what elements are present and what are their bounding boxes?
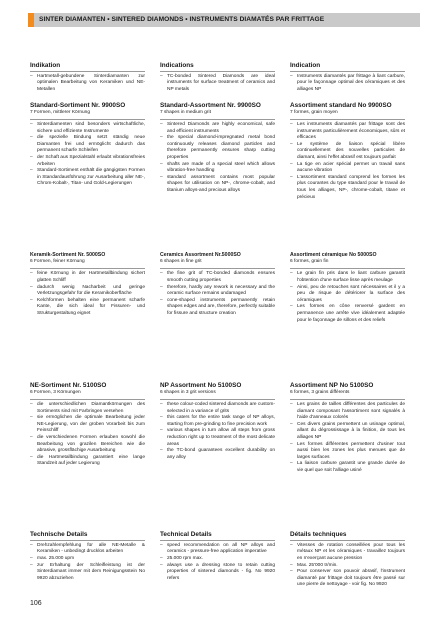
list-item: – feine Körnung in der Hartmetallbindung sichert glatten Schliff bbox=[30, 271, 145, 284]
list-item: – Drehzahlempfehlung für alle NE-Metalle & Keramiken - unbedingt drucklos arbeiten bbox=[30, 543, 145, 556]
list-item: – TC-bonded Sintered Diamonds are ideal instruments for surface treatment of ceramics and NP metals bbox=[160, 74, 275, 94]
divider bbox=[160, 119, 275, 120]
list-item: – Sinterdiamenten sind besonders wirtschaftliche, sichere und effiziente Instrumente bbox=[30, 122, 145, 135]
column-english-ceramics bbox=[160, 252, 275, 318]
list-item: – Ces divers grains permettent un usinage optimal, allant du dégrossissage à la finition, de tous les alliages NP bbox=[290, 422, 405, 442]
column-german-standard bbox=[30, 102, 145, 188]
list-item: – shafts are made of a special steel which allows vibration-free handling bbox=[160, 162, 275, 175]
item-list bbox=[290, 74, 405, 94]
item-list bbox=[160, 271, 275, 317]
page-number: 106 bbox=[30, 600, 42, 607]
item-list bbox=[30, 402, 145, 468]
divider bbox=[160, 399, 275, 400]
section-title: NP Assortment No 5100SO bbox=[160, 382, 242, 389]
list-item: – Kelchformen behalten eine permanent scharfe Kante, die sich ideal für Fissuren- und Strukturgestaltung eignet bbox=[30, 298, 145, 318]
item-list bbox=[290, 402, 405, 475]
list-item: – Ainsi, peu de retouches sont nécessaires et il y a peu de risque de détériorer la surface des céramiques bbox=[290, 285, 405, 305]
divider bbox=[30, 540, 145, 541]
list-item: – Le système de liaison spécial libère continuellement des nouvelles particules de diamant, ainsi l'effet abrasif est toujours parfait bbox=[290, 142, 405, 162]
section-title: Assortiment NP No 5100SO bbox=[290, 382, 374, 389]
list-item: – La tige en acier spécial permet un travail sans aucune vibration bbox=[290, 162, 405, 175]
column-german-keramik bbox=[30, 252, 145, 318]
divider bbox=[290, 119, 405, 120]
section-subtitle: 7 Formen, mittlerer Körnung bbox=[30, 109, 90, 115]
list-item: – Les formes différentes permettent d'usiner tout aussi bien les zones les plus menues que de larges surfaces bbox=[290, 442, 405, 462]
item-list bbox=[160, 543, 275, 583]
list-item: – die spezielle Bindung setzt ständig neue Diamanten frei und ermöglicht dadurch das permanent scharfe Schleifen bbox=[30, 135, 145, 155]
section-title: Détails techniques bbox=[290, 531, 347, 538]
section-title: Technische Details bbox=[30, 531, 88, 538]
item-list bbox=[160, 402, 275, 461]
section-subtitle: 6 shapes in 3 grit versions bbox=[160, 389, 216, 395]
divider bbox=[160, 540, 275, 541]
list-item: – zur Erhaltung der Schleifleistung ist der Sinterdiamant immer mit dem Reinigungsstein No 9920 abzuziehen bbox=[30, 563, 145, 583]
list-item: – therefore, hardly any rework is necessary and the ceramic surface remains undamaged bbox=[160, 285, 275, 298]
list-item: – Le grain fin pris dans le liant carbure garantit l'obtention d'une surface lisse après meulage bbox=[290, 271, 405, 284]
divider bbox=[30, 399, 145, 400]
list-item: – max. 25.000 upm bbox=[30, 556, 145, 563]
list-item: – the fine grit of TC-bonded diamonds ensures smooth cutting properties bbox=[160, 271, 275, 284]
section-title: Ceramics Assortment Nr.5000SO bbox=[160, 252, 241, 258]
divider bbox=[290, 268, 405, 269]
column-german-ne bbox=[30, 382, 145, 468]
list-item: – various shapes in turn allow all steps from gross reduction right up to treatment of the most delicate areas bbox=[160, 428, 275, 448]
list-item: – Sintered Diamonds are highly economical, safe and efficient instruments bbox=[160, 122, 275, 135]
divider bbox=[290, 540, 405, 541]
divider bbox=[30, 268, 145, 269]
column-french-technical bbox=[290, 531, 405, 589]
list-item: – 25.000 rpm max. bbox=[160, 556, 275, 563]
section-title: Assortiment céramique No 5000SO bbox=[290, 252, 377, 258]
section-title: Technical Details bbox=[160, 531, 212, 538]
section-title: Standard-Sortiment Nr. 9900SO bbox=[30, 102, 126, 109]
section-title: Assortiment standard No 9900SO bbox=[290, 102, 392, 109]
list-item: – this caters for the entire task range of NP alloys, starting from pre-grinding to fine precision work bbox=[160, 415, 275, 428]
section-subtitle: 6 formes, 3 grains différents bbox=[290, 389, 350, 395]
page-header-title: SINTER DIAMANTEN • SINTERED DIAMONDS • INSTRUMENTS DIAMATÉS PAR FRITTAGE bbox=[39, 16, 325, 23]
section-subtitle: 6 Formen, feiner Körnung bbox=[30, 259, 85, 264]
divider bbox=[30, 119, 145, 120]
list-item: – die unterschiedlichen Diamantkörnungen des Sortiments sind mit Farbringen versehen bbox=[30, 402, 145, 415]
item-list bbox=[30, 271, 145, 317]
item-list bbox=[290, 543, 405, 589]
list-item: – dadurch wenig Nacharbeit und geringe Verletzungsgefahr für die Keramikoberfläche bbox=[30, 285, 145, 298]
item-list bbox=[30, 543, 145, 583]
section-subtitle: 7 formes, grain moyen bbox=[290, 109, 338, 115]
column-french-standard bbox=[290, 102, 405, 201]
list-item: – Les formes en cône renversé gardent en permanence une arrête vive idéalement adaptée pour le façonnage de sillons et des reliefs bbox=[290, 304, 405, 324]
section-title: Indications bbox=[160, 62, 194, 69]
item-list bbox=[160, 122, 275, 195]
section-title: Keramik-Sortiment Nr. 5000SO bbox=[30, 252, 106, 258]
section-subtitle: 7 shapes in medium grit bbox=[160, 109, 211, 115]
column-english-technical bbox=[160, 531, 275, 582]
list-item: – L'assortiment standard comprend les formes les plus courantes du type standard pour le travail de tous les alliages, NP-, chrome-cobalt, titane et précieux bbox=[290, 175, 405, 201]
column-english-standard bbox=[160, 102, 275, 195]
divider bbox=[290, 399, 405, 400]
divider bbox=[290, 71, 405, 72]
section-title: NE-Sortiment Nr. 5100SO bbox=[30, 382, 107, 389]
list-item: – Standard-Sortiment enthält die gängigsten Formen in Standardausführung zur Ausarbeitung aller NE-, Chrom-Kobalt-, Titan- und Gold-Legierungen bbox=[30, 168, 145, 188]
divider bbox=[160, 268, 275, 269]
section-subtitle: 6 shapes in fine grit bbox=[160, 259, 202, 264]
list-item: – these colour-coded sintered diamonds are custom-selected in a variance of grits bbox=[160, 402, 275, 415]
divider bbox=[30, 71, 145, 72]
divider bbox=[160, 71, 275, 72]
list-item: – always use a dressing stone to retain cutting properties of sintered diamonds - fig. No 9920 refers bbox=[160, 563, 275, 583]
list-item: – speed recommendation on all NP alloys and ceramics - pressure-free application imperative bbox=[160, 543, 275, 556]
list-item: – die Hartmetallbindung garantiert eine lange Standzeit auf jeder Legierung bbox=[30, 455, 145, 468]
item-list bbox=[30, 122, 145, 188]
list-item: – Max. 25'000 tr/min. bbox=[290, 563, 405, 570]
list-item: – standard assortment contains most popular shapes for utilisation on NP-, chrome-cobalt, and titanium alloys-and precious alloys bbox=[160, 175, 275, 195]
item-list bbox=[160, 74, 275, 94]
list-item: – Instruments diamantés par frittage à liant carbure, pour le façonnage optimal des céramiques et des alliages NP bbox=[290, 74, 405, 94]
list-item: – Pour conserver son pouvoir abrasif, l'instrument diamanté par frittage doit toujours être passé sur une pierre de nettoyage - voir fig. No 9920 bbox=[290, 569, 405, 589]
column-english-np bbox=[160, 382, 275, 461]
column-german bbox=[30, 62, 145, 94]
indication-section bbox=[30, 62, 145, 94]
column-french-ceramique bbox=[290, 252, 405, 324]
column-german-technical bbox=[30, 531, 145, 582]
item-list bbox=[290, 271, 405, 324]
list-item: – the special diamond-impregnated metal bond continuously releases diamond particles and therefore permanently ensures sharp cutting properties bbox=[160, 135, 275, 161]
list-item: – sie ermöglichen die optimale Bearbeitung jeder NE-Legierung, von der groben Vorarbeit bis zum Feinschliff bbox=[30, 415, 145, 435]
list-item: – Vitesses de rotation conseillées pour tous les métaux NP et les céramiques - travaillez toujours en n'exerçant aucune pression bbox=[290, 543, 405, 563]
column-french bbox=[290, 62, 405, 94]
column-french-np bbox=[290, 382, 405, 475]
item-list bbox=[290, 122, 405, 201]
list-item: – Hartmetall-gebundene Sinterdiamanten zur optimalen Bearbeitung von Keramiken und NE-Metallen bbox=[30, 74, 145, 94]
section-title: Indikation bbox=[30, 62, 61, 69]
section-subtitle: 6 formes, grain fin bbox=[290, 259, 329, 264]
page-header-bar bbox=[28, 13, 420, 27]
section-title: Standard-Assortment Nr. 9900SO bbox=[160, 102, 261, 109]
list-item: – Les grains de tailles différentes des particules de diamant composant l'assortiment sont signalés à l'aide d'anneaux colorés bbox=[290, 402, 405, 422]
section-title: Indication bbox=[290, 62, 321, 69]
list-item: – the TC-bond guarantees excellent durability on any alloy bbox=[160, 448, 275, 461]
list-item: – Les instruments diamantés par frittage sont des instruments particulièrement économiques, sûrs et efficaces bbox=[290, 122, 405, 142]
section-subtitle: 6 Formen, 3 Körnungen bbox=[30, 389, 81, 395]
item-list bbox=[30, 74, 145, 94]
list-item: – der Schaft aus Spezialstahl erlaubt vibrationsfreies Arbeiten bbox=[30, 155, 145, 168]
list-item: – La liaison carbure garantit une grande durée de vie quel que soit l'alliage usiné bbox=[290, 461, 405, 474]
list-item: – cone-shaped instruments permanently retain shapes edges and are, therefore, perfectly suitable for fissure and structure creation bbox=[160, 298, 275, 318]
column-english bbox=[160, 62, 275, 94]
list-item: – die verschiedenen Formen erlauben sowohl die Bearbeitung von grazilen Bereichen wie die abrasive, grossflächige Ausarbeitung bbox=[30, 435, 145, 455]
